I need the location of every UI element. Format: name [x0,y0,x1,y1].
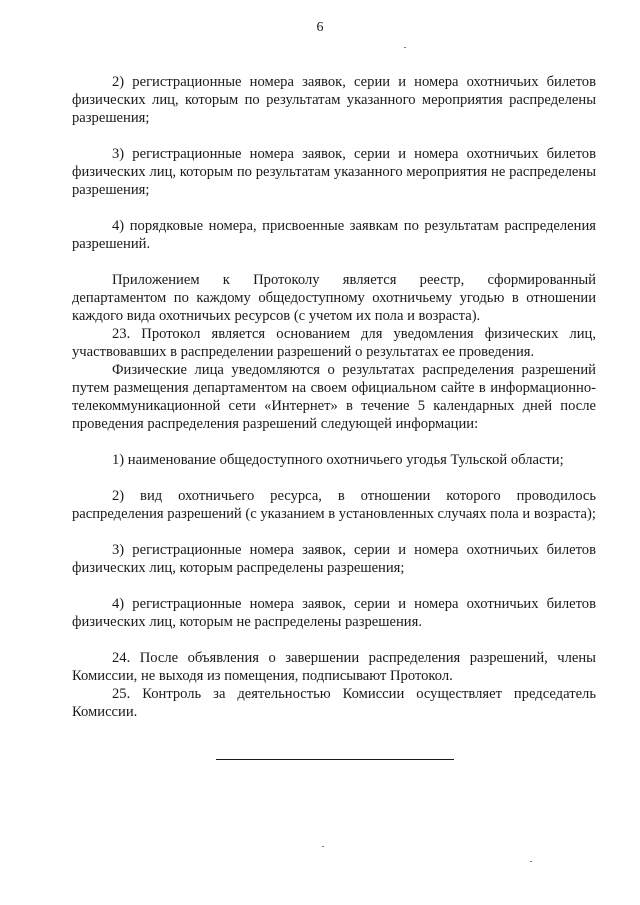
page-number: 6 [316,20,324,35]
paragraph-info-3-assigned: 3) регистрационные номера заявок, серии и номера охотничьих билетов физических лиц, которым распределены разрешения; [72,542,596,576]
scan-speck [530,861,532,862]
paragraph-item-4-sequence-numbers: 4) порядковые номера, присвоенные заявкам по результатам распределения разрешений. [72,218,596,252]
paragraph-item-3-not-assigned: 3) регистрационные номера заявок, серии и номера охотничьих билетов физических лиц, которым по результатам указанного мероприятия не распределены разрешения; [72,146,596,198]
paragraph-info-2-resource-type: 2) вид охотничьего ресурса, в отношении которого проводилось распределения разрешений (с указанием в установленных случаях пола и возраста); [72,488,596,522]
scan-speck [404,47,406,48]
paragraph-clause-25: 25. Контроль за деятельностью Комиссии осуществляет председатель Комиссии. [72,686,596,720]
paragraph-notification: Физические лица уведомляются о результатах распределения разрешений путем размещения департаментом на своем официальном сайте в информационно-телекоммуникационной сети «Интернет» в течение 5 календарных дней после проведения распределения разрешений следующей информации: [72,362,596,432]
paragraph-item-2-assigned: 2) регистрационные номера заявок, серии и номера охотничьих билетов физических лиц, которым по результатам указанного мероприятия распределены разрешения; [72,74,596,126]
paragraph-info-1-hunting-ground: 1) наименование общедоступного охотничьего угодья Тульской области; [112,452,564,468]
end-of-text-rule [216,759,454,760]
paragraph-clause-23: 23. Протокол является основанием для уведомления физических лиц, участвовавших в распределении разрешений о результатах ее проведения. [72,326,596,360]
document-body [72,73,596,721]
paragraph-info-4-not-assigned: 4) регистрационные номера заявок, серии и номера охотничьих билетов физических лиц, которым не распределены разрешения. [72,596,596,630]
scan-speck [322,846,324,847]
paragraph-appendix-registry: Приложением к Протоколу является реестр, сформированный департаментом по каждому общедоступному охотничьему угодью в отношении каждого вида охотничьих ресурсов (с учетом их пола и возраста). [72,272,596,324]
paragraph-clause-24: 24. После объявления о завершении распределения разрешений, члены Комиссии, не выходя из помещения, подписывают Протокол. [72,650,596,684]
